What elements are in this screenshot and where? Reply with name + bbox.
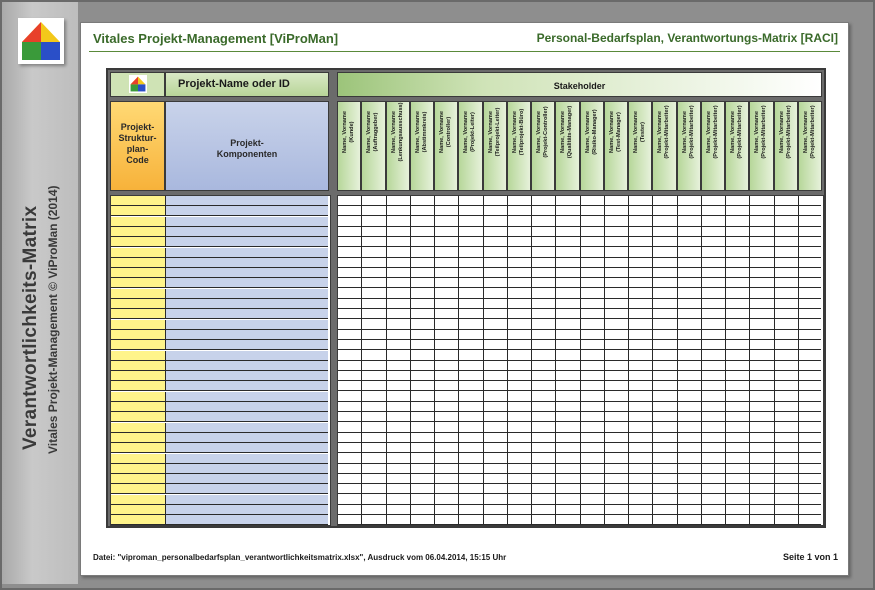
psp-code-cell[interactable] — [111, 371, 166, 380]
grid-column-divider — [725, 196, 726, 525]
stakeholder-role-label: Name, Vorname (Abstimmkreis) — [414, 110, 428, 153]
psp-code-cell[interactable] — [111, 278, 166, 287]
table-row[interactable] — [111, 340, 328, 350]
psp-code-cell[interactable] — [111, 320, 166, 329]
psp-code-cell[interactable] — [111, 206, 166, 215]
table-row[interactable] — [111, 423, 328, 433]
table-row[interactable] — [111, 217, 328, 227]
stakeholder-role-label: Name, Vorname (Projekt-Mitarbeiter) — [657, 105, 670, 159]
stakeholder-header: Stakeholder — [337, 72, 822, 97]
grid-column-divider — [798, 196, 799, 525]
psp-code-cell[interactable] — [111, 412, 166, 421]
psp-label-line: Code — [126, 155, 149, 165]
component-cell[interactable] — [166, 258, 328, 267]
stakeholder-role-label: Name, Vorname (Test-Manager) — [608, 110, 622, 153]
stakeholder-role-label: Name, Vorname (Lenkungsausschuss) — [390, 102, 404, 162]
stakeholder-role-label: Name, Vorname (Projekt-Mitarbeiter) — [754, 105, 767, 159]
stakeholder-role-label: Name, Vorname (Projekt-Mitarbeiter) — [778, 105, 792, 159]
viproman-mini-logo-icon — [129, 75, 147, 93]
component-cell[interactable] — [166, 412, 328, 421]
components-label-line: Komponenten — [216, 149, 278, 159]
header-subtitle: Personal-Bedarfsplan, Verantwortungs-Matrix [RACI] — [536, 31, 838, 45]
psp-code-cell[interactable] — [111, 227, 166, 236]
grid-column-divider — [410, 196, 411, 525]
component-cell[interactable] — [166, 268, 328, 277]
table-row[interactable] — [111, 484, 328, 494]
component-cell[interactable] — [166, 495, 328, 504]
project-name-field[interactable]: Projekt-Name oder ID — [165, 72, 329, 97]
component-cell[interactable] — [166, 443, 328, 452]
side-subtitle: Vitales Projekt-Management © ViProMan (2014) — [46, 185, 60, 454]
component-cell[interactable] — [166, 464, 328, 473]
psp-code-cell[interactable] — [111, 423, 166, 432]
grid-column-divider — [434, 196, 435, 525]
component-cell[interactable] — [166, 454, 328, 463]
sidebar — [2, 2, 78, 584]
psp-code-cell[interactable] — [111, 340, 166, 349]
stakeholder-column-header[interactable] — [580, 101, 604, 191]
component-cell[interactable] — [166, 289, 328, 298]
table-row[interactable] — [111, 371, 328, 381]
stakeholder-column-header[interactable] — [531, 101, 555, 191]
grid-column-divider — [531, 196, 532, 525]
components-label-line: Projekt- — [230, 138, 264, 148]
table-row[interactable] — [111, 402, 328, 412]
components-header — [165, 101, 329, 191]
stakeholder-column-header[interactable] — [652, 101, 676, 191]
table-row[interactable] — [111, 320, 328, 330]
component-cell[interactable] — [166, 320, 328, 329]
component-cell[interactable] — [166, 433, 328, 442]
stakeholder-role-label: Name, Vorname (Projekt-Mitarbeiter) — [802, 105, 816, 159]
stakeholder-column-header[interactable] — [798, 101, 822, 191]
table-row[interactable] — [111, 206, 328, 216]
grid-column-divider — [604, 196, 605, 525]
table-row[interactable] — [111, 330, 328, 340]
grid-column-divider — [652, 196, 653, 525]
stakeholder-role-label: Name, Vorname (Qualitäts-Manager) — [560, 105, 573, 159]
table-row[interactable] — [111, 351, 328, 361]
psp-code-cell[interactable] — [111, 433, 166, 442]
psp-code-cell[interactable] — [111, 330, 166, 339]
component-cell[interactable] — [166, 392, 328, 401]
raci-grid — [337, 195, 824, 526]
psp-code-cell[interactable] — [111, 351, 166, 360]
grid-column-divider — [677, 196, 678, 525]
component-cell[interactable] — [166, 278, 328, 287]
psp-code-cell[interactable] — [111, 258, 166, 267]
psp-code-cell[interactable] — [111, 289, 166, 298]
stakeholder-role-label: Name, Vorname (Projekt-Mitarbeiter) — [730, 105, 743, 159]
table-row[interactable] — [111, 268, 328, 278]
stakeholder-column-header[interactable] — [434, 101, 458, 191]
stakeholder-column-header[interactable] — [701, 101, 725, 191]
stakeholder-column-header[interactable] — [483, 101, 507, 191]
component-cell[interactable] — [166, 299, 328, 308]
component-cell[interactable] — [166, 361, 328, 370]
table-row[interactable] — [111, 196, 328, 206]
table-row[interactable] — [111, 237, 328, 247]
stakeholder-role-label: Name, Vorname (Auftraggeber) — [366, 110, 379, 153]
grid-column-divider — [483, 196, 484, 525]
psp-code-cell[interactable] — [111, 402, 166, 411]
stakeholder-role-label: Name, Vorname (Kunde) — [342, 110, 355, 153]
psp-code-cell[interactable] — [111, 361, 166, 370]
component-cell[interactable] — [166, 351, 328, 360]
stakeholder-column-header[interactable] — [555, 101, 579, 191]
component-cell[interactable] — [166, 217, 328, 226]
stakeholder-column-header[interactable] — [410, 101, 434, 191]
stakeholder-role-label: Name, Vorname (Controller) — [439, 110, 452, 153]
table-row[interactable] — [111, 454, 328, 464]
footer-page-number: Seite 1 von 1 — [782, 552, 838, 562]
grid-column-divider — [555, 196, 556, 525]
component-cell[interactable] — [166, 227, 328, 236]
psp-label-line: Projekt- — [120, 122, 155, 132]
psp-code-cell[interactable] — [111, 309, 166, 318]
stakeholder-column-header[interactable] — [774, 101, 798, 191]
stakeholder-role-label: Name, Vorname (Teilprojekt-Büro) — [511, 108, 525, 156]
component-cell[interactable] — [166, 423, 328, 432]
stakeholder-role-label: Name, Vorname (Risiko-Manager) — [584, 109, 598, 155]
psp-code-cell[interactable] — [111, 392, 166, 401]
psp-label-line: Struktur- — [118, 133, 157, 143]
table-row[interactable] — [111, 299, 328, 309]
grid-column-divider — [774, 196, 775, 525]
stakeholder-column-header[interactable] — [361, 101, 385, 191]
table-row[interactable] — [111, 289, 328, 299]
grid-column-divider — [628, 196, 629, 525]
grid-column-divider — [701, 196, 702, 525]
table-logo-cell — [110, 72, 165, 97]
table-row[interactable] — [111, 258, 328, 268]
stakeholder-role-label: Name, Vorname (Tester) — [633, 110, 646, 153]
psp-code-cell[interactable] — [111, 299, 166, 308]
grid-column-divider — [507, 196, 508, 525]
table-row[interactable] — [111, 227, 328, 237]
document-page — [80, 22, 849, 576]
psp-code-cell[interactable] — [111, 248, 166, 257]
stakeholder-column-header[interactable] — [725, 101, 749, 191]
table-row[interactable] — [111, 412, 328, 422]
table-row[interactable] — [111, 515, 328, 525]
stakeholder-role-label: Name, Vorname (Teilprojekt-Leiter) — [487, 107, 501, 157]
table-row[interactable] — [111, 381, 328, 391]
stakeholder-role-label: Name, Vorname (Projekt-Leiter) — [463, 110, 476, 153]
component-cell[interactable] — [166, 484, 328, 493]
component-cell[interactable] — [166, 402, 328, 411]
stakeholder-role-label: Name, Vorname (Projekt-Controller) — [536, 106, 549, 158]
psp-code-cell[interactable] — [111, 196, 166, 205]
table-row[interactable] — [111, 309, 328, 319]
psp-code-header — [110, 101, 165, 191]
component-cell[interactable] — [166, 206, 328, 215]
psp-code-cell[interactable] — [111, 443, 166, 452]
grid-column-divider — [458, 196, 459, 525]
psp-code-cell[interactable] — [111, 217, 166, 226]
component-cell[interactable] — [166, 309, 328, 318]
table-row[interactable] — [111, 495, 328, 505]
table-row[interactable] — [111, 392, 328, 402]
stakeholder-column-header[interactable] — [677, 101, 701, 191]
psp-code-cell[interactable] — [111, 464, 166, 473]
grid-column-divider — [749, 196, 750, 525]
stakeholder-column-header[interactable] — [337, 101, 361, 191]
table-row[interactable] — [111, 433, 328, 443]
footer-file-info: Datei: "viproman_personalbedarfsplan_verantwortlichkeitsmatrix.xlsx", Ausdruck vom 06.04.2014, 15:15 Uhr — [93, 553, 507, 562]
stakeholder-column-header[interactable] — [628, 101, 652, 191]
grid-column-divider — [386, 196, 387, 525]
table-row[interactable] — [111, 474, 328, 484]
component-cell[interactable] — [166, 381, 328, 390]
psp-code-cell[interactable] — [111, 454, 166, 463]
component-cell[interactable] — [166, 248, 328, 257]
table-row[interactable] — [111, 505, 328, 515]
stakeholder-column-header[interactable] — [386, 101, 410, 191]
stakeholder-column-header[interactable] — [458, 101, 482, 191]
table-row[interactable] — [111, 443, 328, 453]
component-cell[interactable] — [166, 474, 328, 483]
side-title: Verantwortlichkeits-Matrix — [20, 205, 41, 450]
psp-code-cell[interactable] — [111, 381, 166, 390]
table-row[interactable] — [111, 361, 328, 371]
table-row[interactable] — [111, 248, 328, 258]
stakeholder-role-label: Name, Vorname (Projekt-Mitarbeiter) — [681, 105, 695, 159]
psp-code-cell[interactable] — [111, 515, 166, 524]
stakeholder-role-label: Name, Vorname (Projekt-Mitarbeiter) — [705, 105, 719, 159]
component-cell[interactable] — [166, 505, 328, 514]
psp-code-cell[interactable] — [111, 268, 166, 277]
component-cell[interactable] — [166, 340, 328, 349]
component-cell[interactable] — [166, 330, 328, 339]
header-title: Vitales Projekt-Management [ViProMan] — [93, 31, 339, 46]
component-cell[interactable] — [166, 371, 328, 380]
table-row[interactable] — [111, 464, 328, 474]
component-cell[interactable] — [166, 237, 328, 246]
component-cell[interactable] — [166, 515, 328, 524]
header-divider — [89, 51, 840, 52]
psp-label-line: plan- — [126, 144, 149, 154]
psp-code-cell[interactable] — [111, 505, 166, 514]
grid-column-divider — [361, 196, 362, 525]
stakeholder-column-header[interactable] — [507, 101, 531, 191]
component-cell[interactable] — [166, 196, 328, 205]
psp-code-cell[interactable] — [111, 495, 166, 504]
grid-column-divider — [580, 196, 581, 525]
psp-code-cell[interactable] — [111, 237, 166, 246]
stakeholder-column-header[interactable] — [604, 101, 628, 191]
component-rows — [110, 195, 331, 526]
table-row[interactable] — [111, 278, 328, 288]
psp-code-cell[interactable] — [111, 474, 166, 483]
stakeholder-column-header[interactable] — [749, 101, 773, 191]
viproman-logo-icon — [18, 18, 64, 64]
psp-code-cell[interactable] — [111, 484, 166, 493]
raci-matrix-table — [106, 68, 826, 528]
